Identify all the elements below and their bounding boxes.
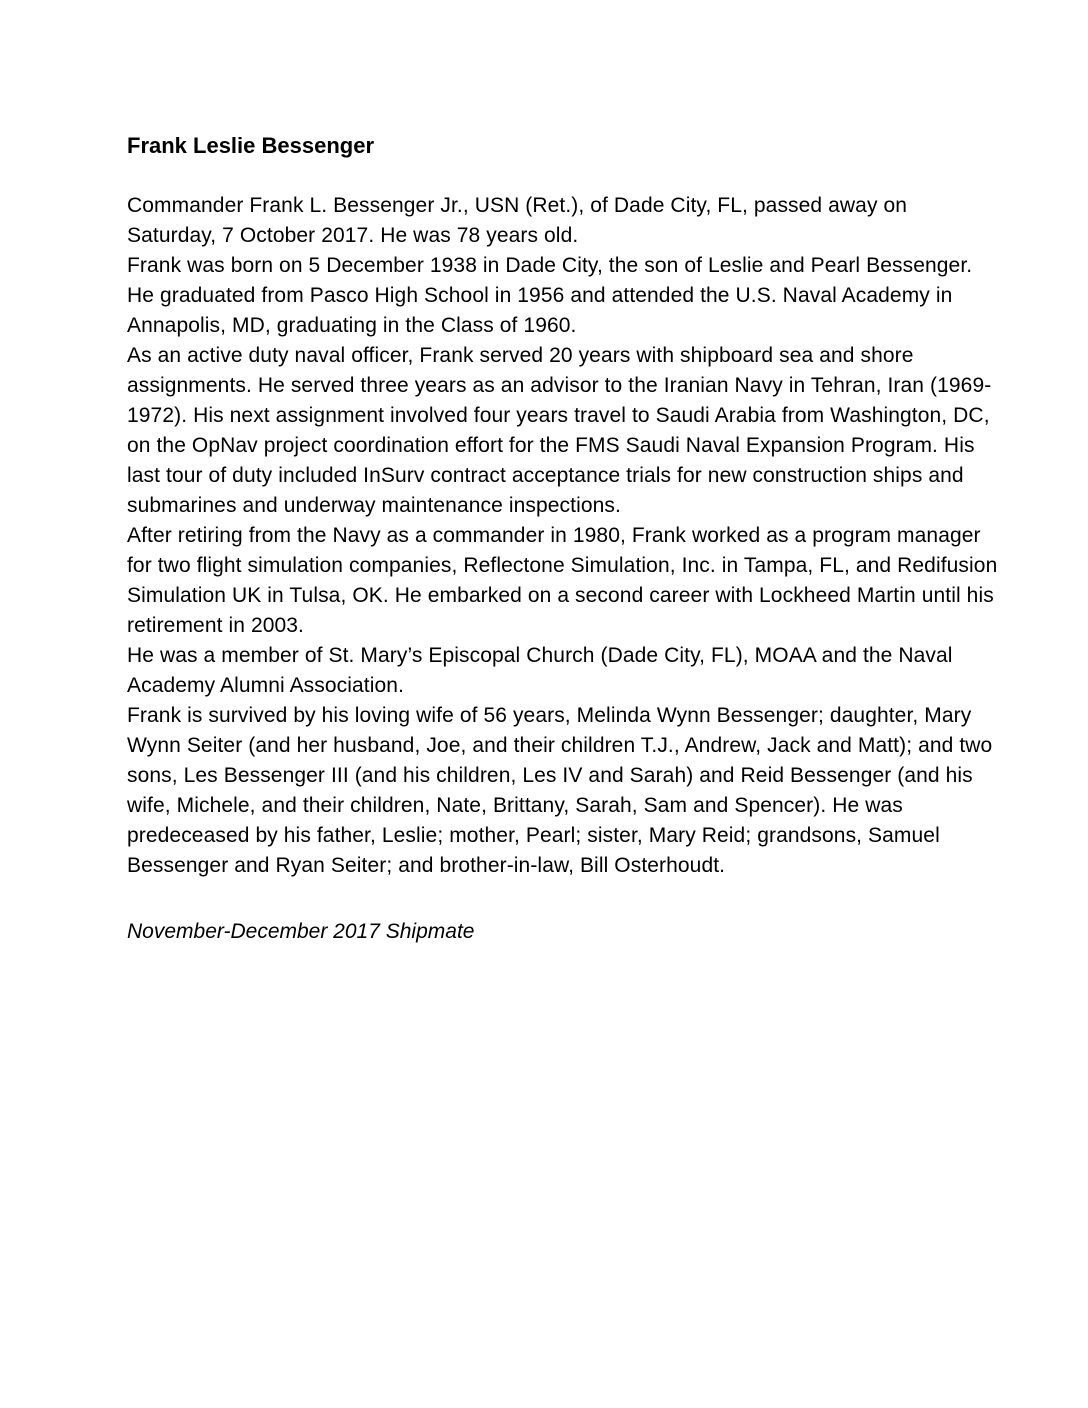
paragraph-naval-career: As an active duty naval officer, Frank served 20 years with shipboard sea and shore assignments. He served three years as an advisor to the Iranian Navy in Tehran, Iran (1969-1972). His next assignment involved four years travel to Saudi Arabia from Washington, DC, on the OpNav project coordination effort for the FMS Saudi Naval Expansion Program. His last tour of duty included InSurv contract acceptance trials for new construction ships and submarines and underway maintenance inspections.	[127, 344, 992, 517]
paragraph-death-announcement: Commander Frank L. Bessenger Jr., USN (Ret.), of Dade City, FL, passed away on Saturday, 7 October 2017. He was 78 years old.	[127, 194, 908, 247]
paragraph-birth-education: Frank was born on 5 December 1938 in Dade City, the son of Leslie and Pearl Bessenger. He graduated from Pasco High School in 1956 and attended the U.S. Naval Academy in Annapolis, MD, graduating in the Class of 1960.	[127, 254, 973, 337]
paragraph-survivors: Frank is survived by his loving wife of 56 years, Melinda Wynn Bessenger; daughter, Mary Wynn Seiter (and her husband, Joe, and their children T.J., Andrew, Jack and Matt); and two sons, Les Bessenger III (and his children, Les IV and Sarah) and Reid Bessenger (and his wife, Michele, and their children, Nate, Brittany, Sarah, Sam and Spencer). He was predeceased by his father, Leslie; mother, Pearl; sister, Mary Reid; grandsons, Samuel Bessenger and Ryan Seiter; and brother-in-law, Bill Osterhoudt.	[127, 704, 993, 877]
paragraph-civilian-career: After retiring from the Navy as a commander in 1980, Frank worked as a program manager for two flight simulation companies, Reflectone Simulation, Inc. in Tampa, FL, and Redifusion Simulation UK in Tulsa, OK. He embarked on a second career with Lockheed Martin until his retirement in 2003.	[127, 524, 998, 637]
document-title: Frank Leslie Bessenger	[127, 133, 375, 158]
publication-attribution: November-December 2017 Shipmate	[127, 920, 475, 943]
paragraph-memberships: He was a member of St. Mary’s Episcopal Church (Dade City, FL), MOAA and the Naval Academy Alumni Association.	[127, 644, 953, 697]
